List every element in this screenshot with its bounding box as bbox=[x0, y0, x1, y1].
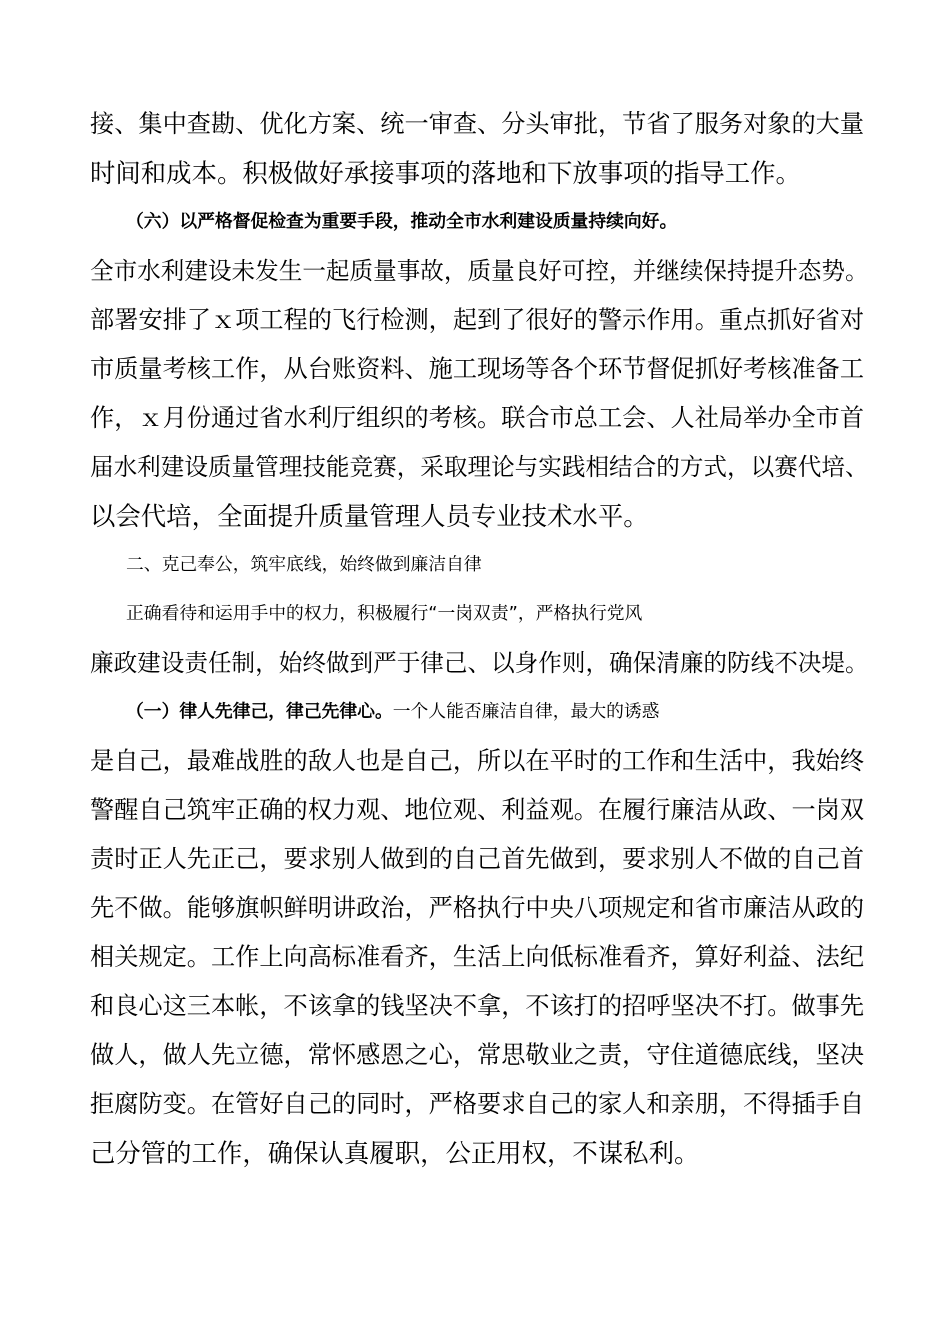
paragraph-line bbox=[126, 590, 906, 638]
paragraph-line bbox=[90, 1080, 870, 1128]
paragraph-line bbox=[90, 345, 870, 393]
paragraph-line bbox=[90, 296, 870, 344]
text-run: 和良心这三本帐，不该拿的钱坚决不拿，不该打的招呼坚决不打。做事先 bbox=[90, 992, 865, 1020]
text-run: 一个人能否廉洁自律，最大的诱惑 bbox=[392, 701, 660, 722]
chapter-heading-2 bbox=[126, 541, 906, 589]
text-run: 拒腐防变。在管好自己的同时，严格要求自己的家人和亲朋，不得插手自 bbox=[90, 1090, 865, 1118]
text-run: 己分管的工作，确保认真履职，公正用权，不谋私利。 bbox=[90, 1138, 700, 1168]
paragraph-line bbox=[90, 394, 870, 442]
text-run: 责时正人先正己，要求别人做到的自己首先做到，要求别人不做的自己首 bbox=[90, 845, 865, 873]
section-heading-6 bbox=[126, 198, 906, 246]
paragraph-line bbox=[90, 100, 870, 148]
text-run: 届水利建设质量管理技能竞赛，采取理论与实践相结合的方式，以赛代培、 bbox=[90, 453, 869, 481]
text-run: 全市水利建设未发生一起质量事故，质量良好可控，并继续保持提升态势。 bbox=[90, 257, 869, 285]
text-run: 是自己，最难战胜的敌人也是自己，所以在平时的工作和生活中，我始终 bbox=[90, 747, 865, 775]
paragraph-line bbox=[90, 639, 870, 687]
heading-text: （一）律人先律己，律己先律心。 bbox=[126, 701, 393, 722]
paragraph-line bbox=[90, 247, 870, 295]
paragraph-line bbox=[90, 982, 870, 1030]
text-run: 先不做。能够旗帜鲜明讲政治，严格执行中央八项规定和省市廉洁从政的 bbox=[90, 894, 865, 922]
paragraph-line bbox=[90, 786, 870, 834]
paragraph-line bbox=[90, 884, 870, 932]
paragraph-line bbox=[90, 443, 870, 491]
text-run: 时间和成本。积极做好承接事项的落地和下放事项的指导工作。 bbox=[90, 158, 801, 188]
heading-text: 二、克己奉公，筑牢底线，始终做到廉洁自律 bbox=[126, 554, 482, 575]
section-heading-1 bbox=[126, 688, 906, 736]
text-run: 以会代培，全面提升质量管理人员专业技术水平。 bbox=[90, 501, 649, 531]
text-run: 作，ｘ月份通过省水利厅组织的考核。联合市总工会、人社局举办全市首 bbox=[90, 404, 865, 432]
paragraph-line bbox=[90, 1031, 870, 1079]
text-run: 正确看待和运用手中的权力，积极履行“一岗双责”，严格执行党风 bbox=[126, 603, 643, 624]
paragraph-line bbox=[90, 835, 870, 883]
text-run: 部署安排了ｘ项工程的飞行检测，起到了很好的警示作用。重点抓好省对 bbox=[90, 306, 865, 334]
text-run: 相关规定。工作上向高标准看齐，生活上向低标准看齐，算好利益、法纪 bbox=[90, 943, 865, 971]
paragraph-line bbox=[90, 933, 870, 981]
text-run: 市质量考核工作，从台账资料、施工现场等各个环节督促抓好考核准备工 bbox=[90, 355, 865, 383]
heading-text: （六）以严格督促检查为重要手段，推动全市水利建设质量持续向好。 bbox=[126, 211, 678, 232]
paragraph-line bbox=[90, 737, 870, 785]
paragraph-line bbox=[90, 492, 870, 540]
text-run: 做人，做人先立德，常怀感恩之心，常思敬业之责，守住道德底线，坚决 bbox=[90, 1041, 865, 1069]
text-run: 廉政建设责任制，始终做到严于律己、以身作则，确保清廉的防线不决堤。 bbox=[90, 649, 869, 677]
paragraph-line bbox=[90, 1129, 870, 1177]
paragraph-line bbox=[90, 149, 870, 197]
text-run: 警醒自己筑牢正确的权力观、地位观、利益观。在履行廉洁从政、一岗双 bbox=[90, 796, 865, 824]
text-run: 接、集中查勘、优化方案、统一审查、分头审批，节省了服务对象的大量 bbox=[90, 110, 865, 138]
